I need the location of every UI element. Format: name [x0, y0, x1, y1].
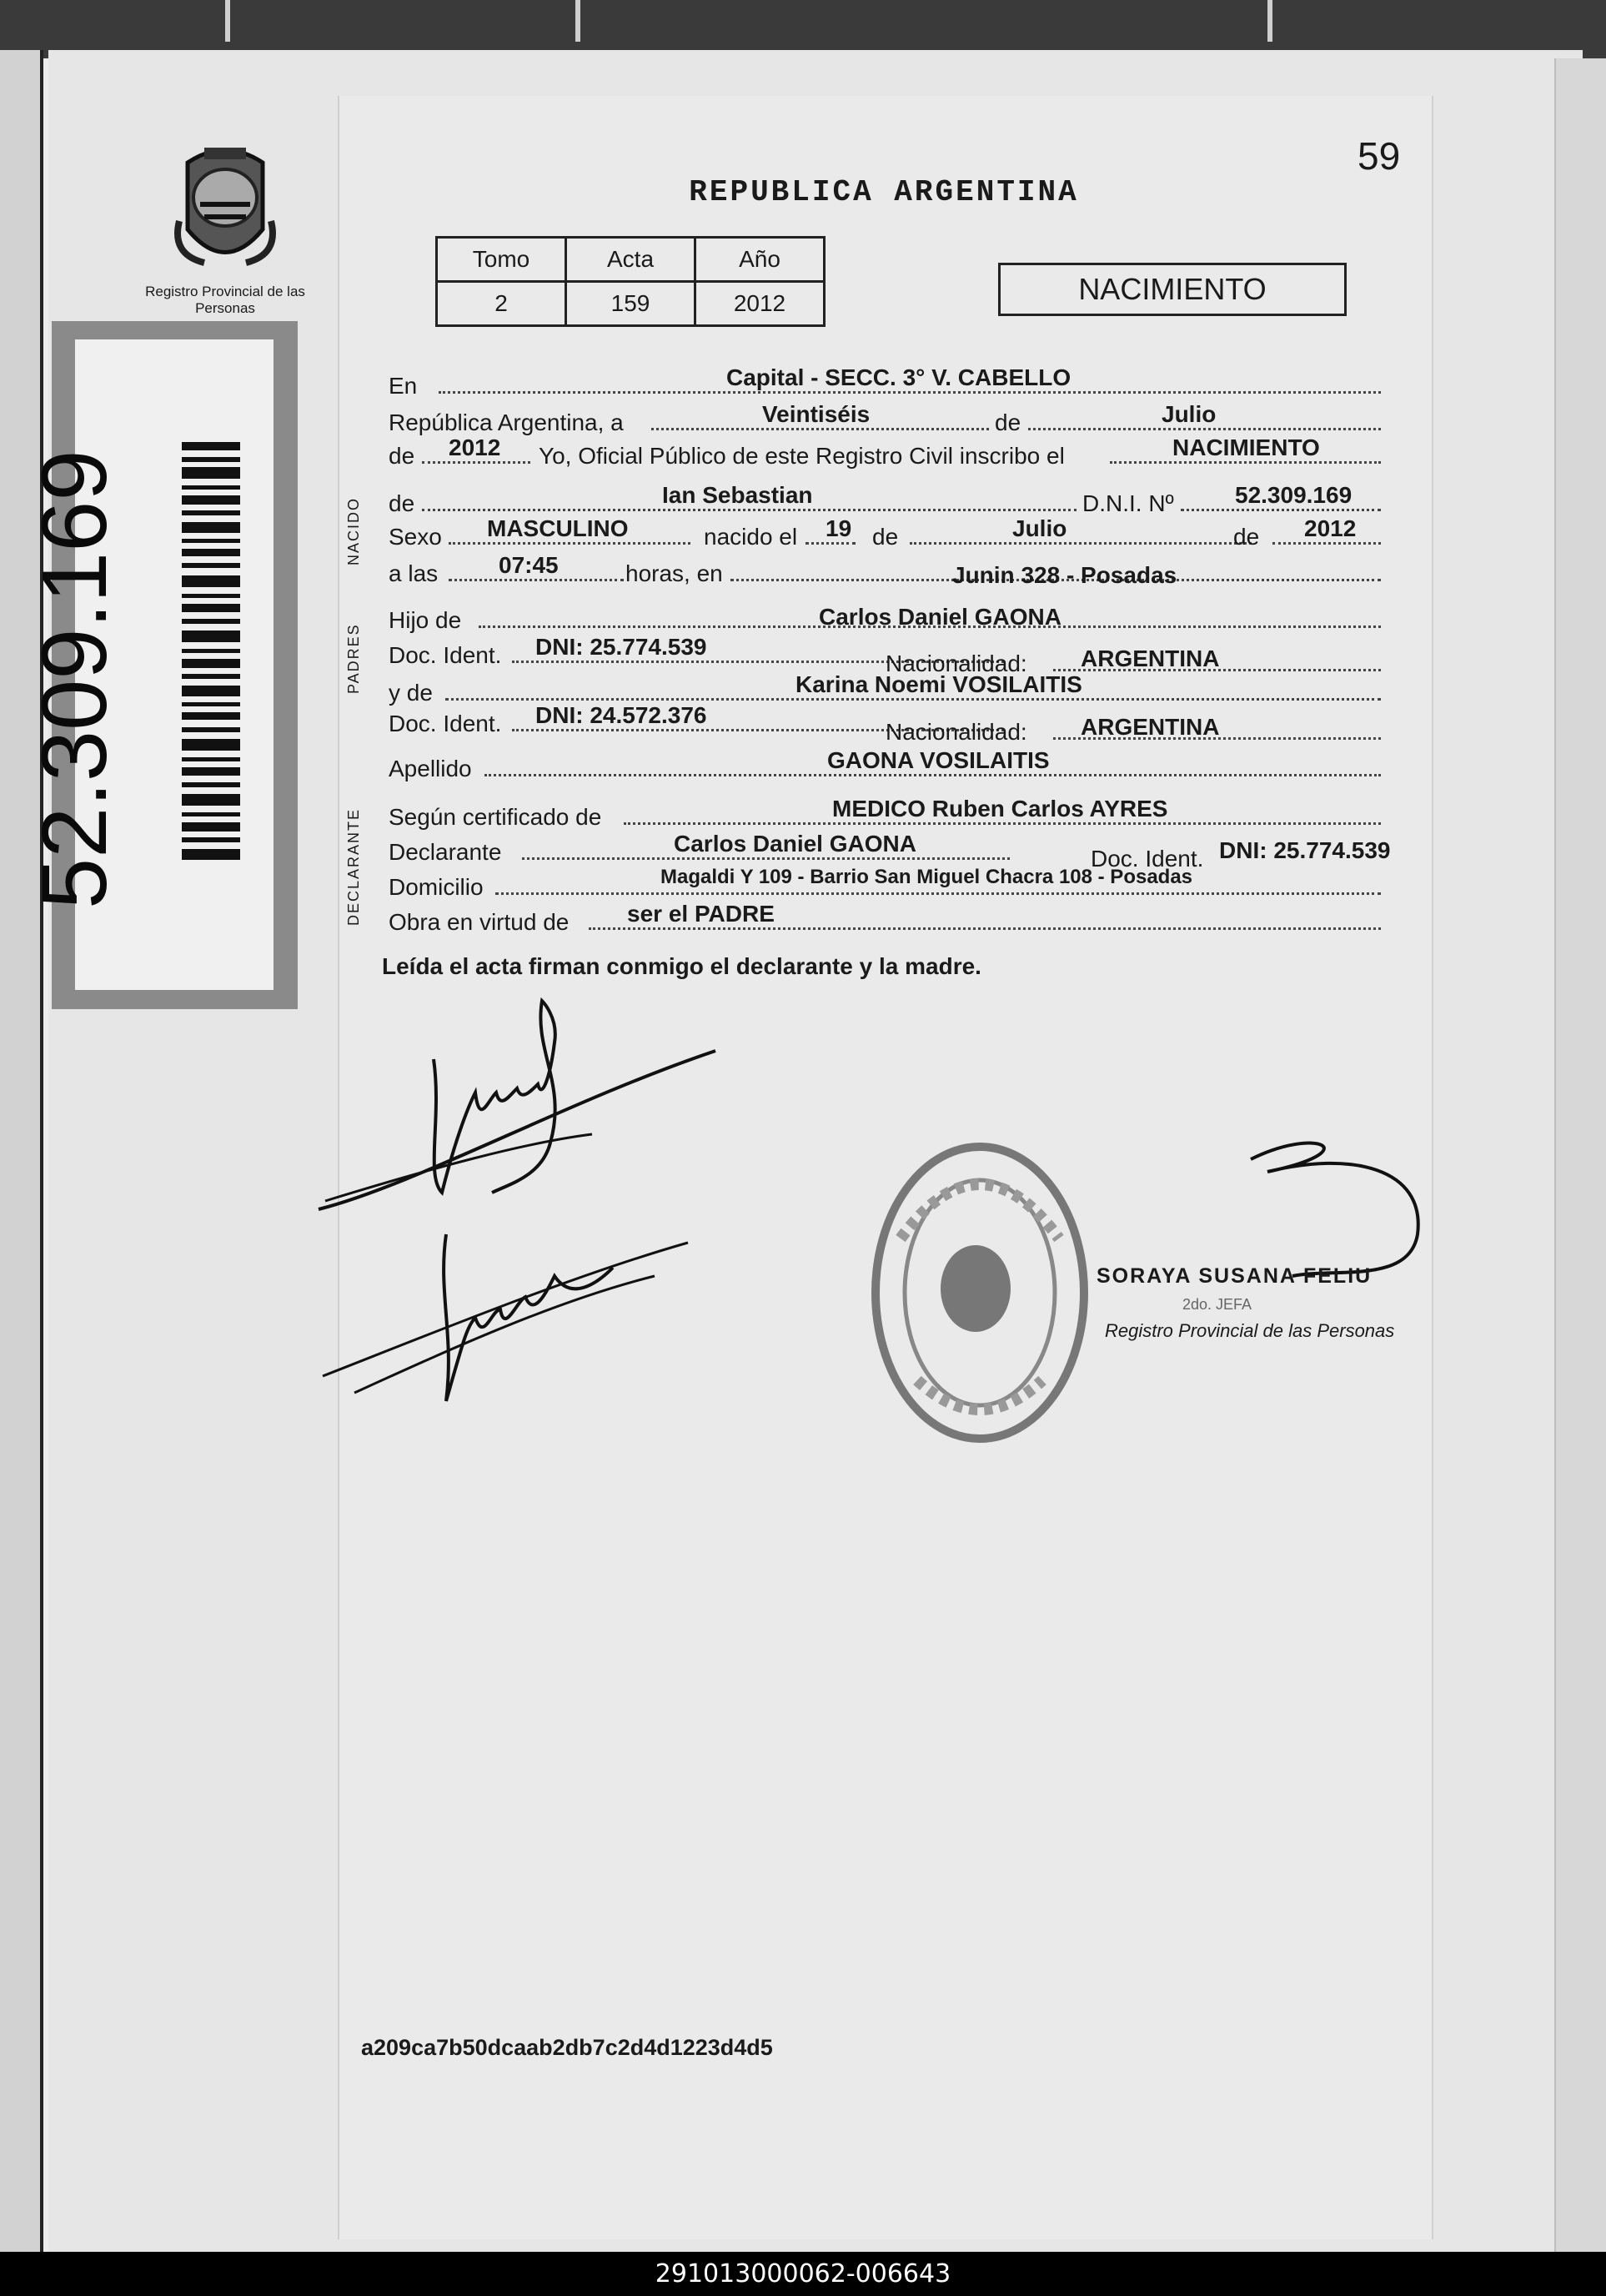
- value-declarante: Carlos Daniel GAONA: [674, 831, 916, 857]
- value-declarante-dni: DNI: 25.774.539: [1219, 837, 1391, 863]
- row-year-record: [389, 435, 1406, 476]
- value-sexo: MASCULINO: [487, 515, 629, 541]
- dotted-line: [651, 428, 989, 430]
- label-horas-en: horas, en: [625, 560, 723, 586]
- value-mother-dni: DNI: 24.572.376: [535, 702, 707, 728]
- value-birth-day: 19: [826, 515, 852, 541]
- value-father-dni: DNI: 25.774.539: [535, 634, 707, 660]
- value-apellido: GAONA VOSILAITIS: [827, 747, 1050, 773]
- label-birth-de2: de: [1233, 524, 1260, 550]
- official-name: SORAYA SUSANA FELIU: [1097, 1264, 1373, 1288]
- value-day-words: Veintiséis: [762, 401, 871, 427]
- dotted-line: [445, 698, 1381, 701]
- label-dni: D.N.I. Nº: [1082, 490, 1174, 516]
- dotted-line: [910, 542, 1252, 545]
- barcode-number: 52.309.169: [23, 450, 126, 909]
- registry-logo-caption: Registro Provincial de las Personas: [145, 284, 305, 316]
- header-ano: Año: [695, 238, 825, 282]
- mother-signature: [321, 1218, 696, 1409]
- label-declarante: Declarante: [389, 839, 502, 865]
- row-mother-doc: [389, 702, 1406, 745]
- reference-table: [435, 236, 826, 327]
- value-birth-time: 07:45: [499, 552, 559, 578]
- label-nacido-el: nacido el: [704, 524, 798, 550]
- label-a-las: a las: [389, 560, 439, 586]
- row-father-doc: [389, 634, 1406, 676]
- border-mark: [225, 0, 230, 42]
- value-domicilio: Magaldi Y 109 - Barrio San Miguel Chacra 108 - Posadas: [660, 866, 1193, 888]
- closing-statement: Leída el acta firman conmigo el declarante y la madre.: [382, 953, 981, 979]
- value-child-name: Ian Sebastian: [662, 482, 813, 508]
- label-apellido: Apellido: [389, 756, 472, 781]
- row-en: [389, 364, 1406, 406]
- row-obra: [389, 901, 1406, 942]
- label-nacionalidad-mother: Nacionalidad:: [886, 719, 1027, 745]
- official-title: 2do. JEFA: [1182, 1296, 1252, 1313]
- border-mark: [575, 0, 580, 42]
- label-name-de: de: [389, 490, 415, 516]
- value-record-word: NACIMIENTO: [1172, 435, 1320, 460]
- value-birth-month: Julio: [1012, 515, 1067, 541]
- official-text: Yo, Oficial Público de este Registro Civil inscribo el: [539, 443, 1065, 469]
- label-hijo-de: Hijo de: [389, 607, 462, 633]
- dotted-line: [522, 857, 1010, 860]
- dotted-line: [495, 892, 1381, 895]
- header-acta: Acta: [566, 238, 695, 282]
- value-year: 2012: [449, 435, 501, 460]
- section-label-padres: PADRES: [345, 623, 362, 694]
- value-mother-nationality: ARGENTINA: [1081, 714, 1220, 740]
- section-label-declarante: DECLARANTE: [345, 807, 362, 926]
- dotted-line: [624, 822, 1381, 825]
- value-father-name: Carlos Daniel GAONA: [819, 604, 1061, 630]
- provincial-seal-icon: [154, 138, 296, 279]
- dotted-line: [449, 542, 690, 545]
- value-obra: ser el PADRE: [627, 901, 775, 927]
- label-y-de: y de: [389, 680, 433, 706]
- label-sexo: Sexo: [389, 524, 442, 550]
- dotted-line: [1028, 428, 1381, 430]
- dotted-line: [439, 391, 1381, 394]
- dotted-line: [589, 927, 1381, 930]
- document-hash: a209ca7b50dcaab2db7c2d4d1223d4d5: [361, 2035, 773, 2060]
- dotted-line: [422, 461, 530, 464]
- official-stamp: [867, 1138, 1092, 1447]
- dotted-line: [1272, 542, 1381, 545]
- value-birth-year: 2012: [1304, 515, 1357, 541]
- record-type-box: NACIMIENTO: [998, 263, 1347, 316]
- label-obra: Obra en virtud de: [389, 909, 570, 935]
- value-acta: 159: [566, 282, 695, 326]
- label-republica: República Argentina, a: [389, 409, 624, 435]
- label-en: En: [389, 373, 418, 399]
- official-department: Registro Provincial de las Personas: [1105, 1320, 1395, 1341]
- row-apellido: [389, 747, 1406, 789]
- dotted-line: [1110, 461, 1381, 464]
- label-de: de: [995, 409, 1021, 435]
- declarante-signature: [317, 984, 717, 1234]
- value-tomo: 2: [437, 282, 566, 326]
- label-doc-ident-mother: Doc. Ident.: [389, 711, 502, 736]
- label-doc-ident: Doc. Ident.: [389, 642, 502, 668]
- label-domicilio: Domicilio: [389, 874, 484, 900]
- page-number: 59: [1358, 134, 1401, 178]
- value-month: Julio: [1162, 401, 1217, 427]
- scan-footer-id: 291013000062-006643: [0, 2252, 1606, 2296]
- header-tomo: Tomo: [437, 238, 566, 282]
- row-domicilio: [389, 866, 1406, 907]
- label-segun: Según certificado de: [389, 804, 602, 830]
- value-certificate: MEDICO Ruben Carlos AYRES: [832, 796, 1168, 821]
- label-nacionalidad: Nacionalidad:: [886, 651, 1027, 676]
- value-ano: 2012: [695, 282, 825, 326]
- border-mark: [1267, 0, 1272, 42]
- value-mother-name: Karina Noemi VOSILAITIS: [795, 671, 1082, 697]
- dotted-line: [422, 509, 1077, 511]
- dotted-line: [449, 579, 624, 581]
- value-birth-place: Junin 328 - Posadas: [952, 562, 1177, 588]
- value-en: Capital - SECC. 3° V. CABELLO: [726, 364, 1072, 390]
- page-stack-edge: [1554, 58, 1606, 2252]
- dotted-line: [484, 774, 1381, 776]
- label-declarante-doc: Doc. Ident.: [1091, 846, 1204, 872]
- row-time-place: [389, 552, 1406, 594]
- label-year-de: de: [389, 443, 415, 469]
- label-birth-de: de: [872, 524, 899, 550]
- reference-table-header: [437, 238, 825, 282]
- value-father-nationality: ARGENTINA: [1081, 646, 1220, 671]
- value-child-dni: 52.309.169: [1235, 482, 1353, 508]
- dotted-line: [806, 542, 856, 545]
- section-label-nacido: NACIDO: [345, 496, 362, 565]
- reference-table-values: [437, 282, 825, 326]
- country-title: REPUBLICA ARGENTINA: [689, 175, 1079, 209]
- barcode-bars: [182, 442, 240, 867]
- dotted-line: [1181, 509, 1381, 511]
